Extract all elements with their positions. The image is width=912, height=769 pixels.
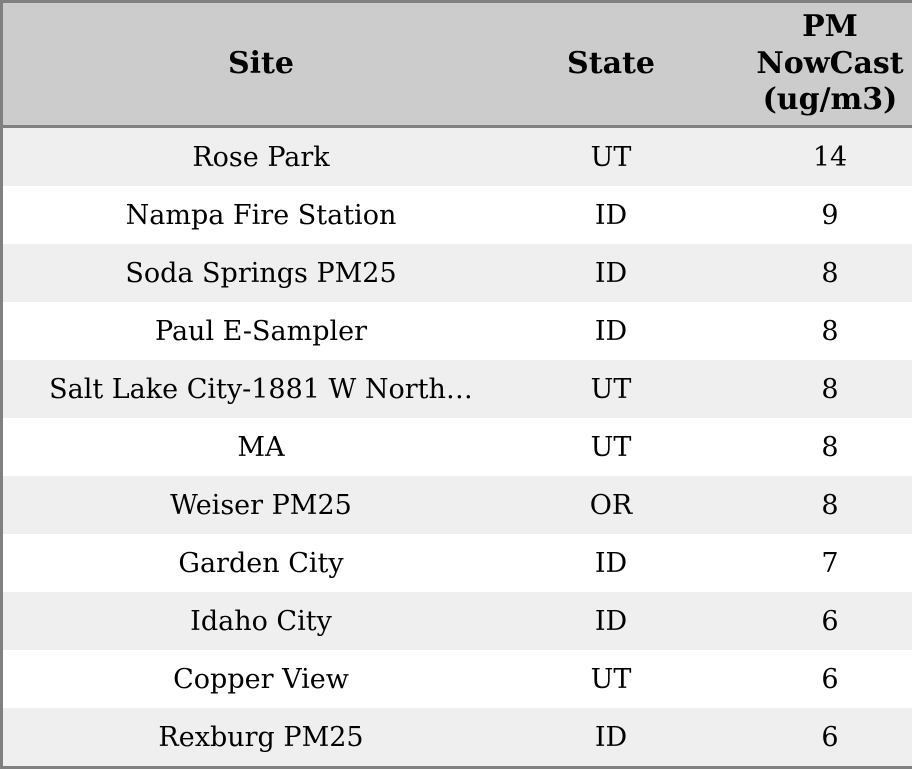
cell-site: Salt Lake City-1881 W North… bbox=[3, 360, 519, 418]
cell-pm-nowcast: 14 bbox=[703, 126, 912, 186]
pm-nowcast-table bbox=[3, 3, 912, 766]
cell-pm-nowcast: 8 bbox=[703, 302, 912, 360]
cell-site: Soda Springs PM25 bbox=[3, 244, 519, 302]
cell-pm-nowcast: 8 bbox=[703, 418, 912, 476]
cell-site: Rose Park bbox=[3, 126, 519, 186]
table-header bbox=[3, 3, 912, 126]
cell-state: UT bbox=[519, 126, 703, 186]
cell-state: ID bbox=[519, 534, 703, 592]
cell-site: Weiser PM25 bbox=[3, 476, 519, 534]
cell-site: Rexburg PM25 bbox=[3, 708, 519, 766]
table-row[interactable] bbox=[3, 302, 912, 360]
column-header-pm-line2: NowCast bbox=[756, 45, 904, 81]
table-row[interactable] bbox=[3, 126, 912, 186]
cell-pm-nowcast: 9 bbox=[703, 186, 912, 244]
cell-state: UT bbox=[519, 360, 703, 418]
cell-pm-nowcast: 6 bbox=[703, 592, 912, 650]
column-header-state[interactable] bbox=[519, 3, 703, 126]
column-header-site[interactable] bbox=[3, 3, 519, 126]
cell-pm-nowcast: 7 bbox=[703, 534, 912, 592]
cell-site: Nampa Fire Station bbox=[3, 186, 519, 244]
cell-state: ID bbox=[519, 302, 703, 360]
cell-state: ID bbox=[519, 244, 703, 302]
cell-state: UT bbox=[519, 418, 703, 476]
table-header-row bbox=[3, 3, 912, 126]
table-row[interactable] bbox=[3, 186, 912, 244]
cell-pm-nowcast: 8 bbox=[703, 476, 912, 534]
table-row[interactable] bbox=[3, 244, 912, 302]
cell-pm-nowcast: 6 bbox=[703, 708, 912, 766]
cell-site: Idaho City bbox=[3, 592, 519, 650]
cell-site: Garden City bbox=[3, 534, 519, 592]
column-header-site-label: Site bbox=[227, 45, 294, 81]
cell-site: Paul E-Sampler bbox=[3, 302, 519, 360]
cell-site: Copper View bbox=[3, 650, 519, 708]
table-row[interactable] bbox=[3, 418, 912, 476]
cell-site: MA bbox=[3, 418, 519, 476]
cell-pm-nowcast: 8 bbox=[703, 244, 912, 302]
table-row[interactable] bbox=[3, 360, 912, 418]
table-row[interactable] bbox=[3, 534, 912, 592]
column-header-pm-nowcast[interactable] bbox=[703, 3, 912, 126]
cell-state: UT bbox=[519, 650, 703, 708]
cell-state: ID bbox=[519, 186, 703, 244]
column-header-pm-line3: (ug/m3) bbox=[762, 82, 898, 118]
column-header-state-label: State bbox=[567, 45, 655, 81]
column-header-pm-line1: PM bbox=[802, 9, 858, 44]
cell-state: OR bbox=[519, 476, 703, 534]
table-row[interactable] bbox=[3, 476, 912, 534]
table-row[interactable] bbox=[3, 708, 912, 766]
cell-state: ID bbox=[519, 592, 703, 650]
cell-pm-nowcast: 8 bbox=[703, 360, 912, 418]
cell-pm-nowcast: 6 bbox=[703, 650, 912, 708]
cell-state: ID bbox=[519, 708, 703, 766]
table-row[interactable] bbox=[3, 650, 912, 708]
table-row[interactable] bbox=[3, 592, 912, 650]
table-body bbox=[3, 126, 912, 766]
